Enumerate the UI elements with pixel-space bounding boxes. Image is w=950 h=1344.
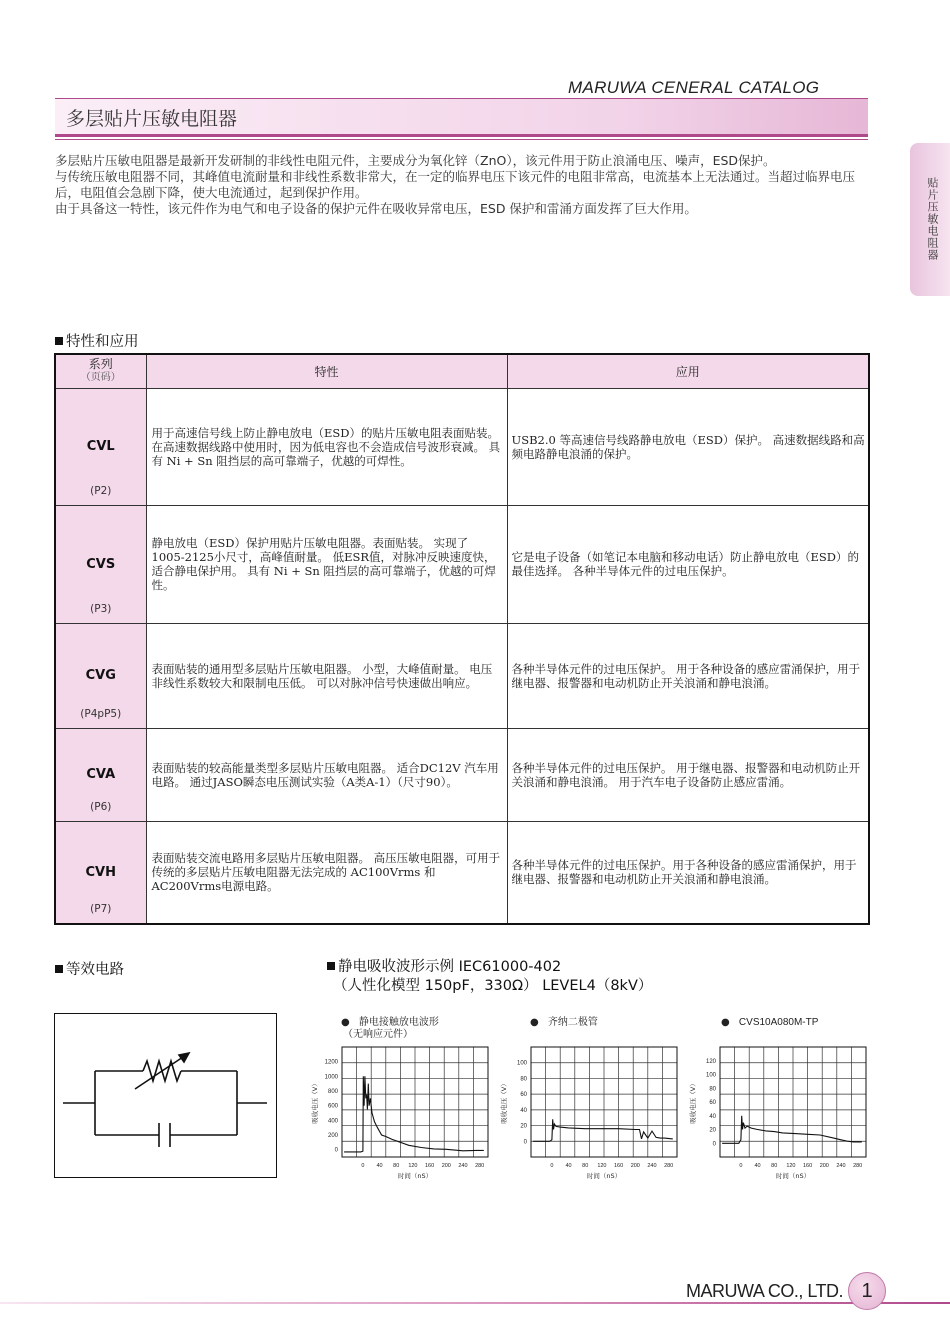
- legend-text: 静电接触放电波形: [358, 1017, 439, 1028]
- application-cell: 各种半导体元件的过电压保护。 用于各种设备的感应雷涌保护，用于继电器、报警器和电动机防止开关浪涌和静电浪涌。: [507, 623, 869, 728]
- x-tick-label: 40: [565, 1163, 572, 1169]
- square-bullet-icon: [55, 965, 63, 973]
- y-tick-label: 400: [327, 1118, 338, 1125]
- legend-note: （无响应元件）: [343, 1029, 413, 1040]
- waveform-section-title: 静电吸收波形示例 IEC61000-402 （人性化模型 150pF，330Ω） LEVEL4（8kV）: [327, 958, 652, 996]
- x-axis-label: 时间（nS）: [397, 1172, 433, 1180]
- x-tick-label: 200: [819, 1163, 829, 1169]
- intro-paragraph: 由于具备这一特性，该元件作为电气和电子设备的保护元件在吸收异常电压，ESD 保护和雷涌方面发挥了巨大作用。: [55, 201, 697, 216]
- y-tick-label: 60: [520, 1092, 527, 1099]
- y-tick-label: 40: [709, 1113, 716, 1120]
- y-tick-label: 0: [523, 1139, 527, 1146]
- x-tick-label: 40: [376, 1163, 383, 1169]
- x-tick-label: 160: [614, 1163, 624, 1169]
- table-row: [55, 728, 869, 821]
- series-cell: [55, 821, 146, 924]
- x-tick-label: 280: [853, 1163, 863, 1169]
- x-tick-label: 240: [647, 1163, 657, 1169]
- application-cell: 各种半导体元件的过电压保护。用于各种设备的感应雷涌保护，用于继电器、报警器和电动机防止开关浪涌和静电浪涌。: [507, 821, 869, 924]
- y-tick-label: 80: [709, 1086, 716, 1093]
- intro-text: [55, 153, 870, 217]
- page-number: 1: [848, 1272, 886, 1310]
- series-cell: [55, 388, 146, 505]
- x-tick-label: 0: [739, 1163, 743, 1169]
- table-header-row: [55, 354, 869, 388]
- feature-cell: 表面贴装的较高能量类型多层贴片压敏电阻器。 适合DC12V 汽车用电路。 通过JASO瞬态电压测试实验（A类A-1）（尺寸90）。: [146, 728, 507, 821]
- series-cell: [55, 505, 146, 623]
- series-page: (P7): [90, 903, 112, 915]
- y-tick-label: 40: [520, 1107, 527, 1114]
- x-tick-label: 160: [803, 1163, 813, 1169]
- x-tick-label: 280: [475, 1163, 485, 1169]
- waveform-line: [722, 1116, 862, 1144]
- side-index-tab[interactable]: [910, 143, 950, 296]
- bullet-icon: ●: [341, 1017, 350, 1028]
- y-tick-label: 80: [520, 1076, 527, 1083]
- legend-text: 齐纳二极管: [547, 1017, 598, 1028]
- series-page: (P2): [90, 484, 112, 497]
- y-tick-label: 120: [705, 1058, 716, 1065]
- intro-paragraph: 与传统压敏电阻器不同，其峰值电流耐量和非线性系数非常大，在一定的临界电压下该元件的电阻非常高，电流基本上无法通过。当超过临界电压后，电阻值会急剧下降，使大电流通过，起到保护作用。: [55, 169, 856, 200]
- header-series: 系列 （页码）: [55, 354, 146, 388]
- y-tick-label: 200: [327, 1133, 338, 1139]
- feature-cell: 用于高速信号线上防止静电放电（ESD）的贴片压敏电阻表面贴装。 在高速数据线路中使用时，因为低电容也不会造成信号波形衰减。 具有 Ni + Sn 阻挡层的高可靠端子，优越的可焊性。: [146, 388, 507, 505]
- footer-divider: [0, 1302, 950, 1304]
- x-axis-label: 时间（nS）: [586, 1172, 622, 1180]
- application-cell: USB2.0 等高速信号线路静电放电（ESD）保护。 高速数据线路和高频电路静电浪涌的保护。: [507, 388, 869, 505]
- plot-area: [310, 1047, 488, 1180]
- title-underline-thin: [55, 139, 868, 140]
- chart-plot: [687, 1017, 879, 1187]
- header-application: 应用: [507, 354, 869, 388]
- x-axis-label: 时间（nS）: [775, 1172, 811, 1180]
- page-title: 多层贴片压敏电阻器: [66, 108, 238, 130]
- waveform-chart-cvs10a080m: [687, 1017, 879, 1187]
- side-tab-label: 贴片压敏电阻器: [926, 177, 939, 261]
- x-tick-label: 0: [550, 1163, 554, 1169]
- title-underline: [55, 134, 868, 137]
- catalog-title: MARUWA CENERAL CATALOG: [568, 78, 820, 97]
- bullet-icon: ●: [530, 1017, 539, 1028]
- x-tick-label: 160: [425, 1163, 435, 1169]
- series-page: (P6): [90, 800, 112, 813]
- series-code: CVH: [85, 864, 116, 880]
- x-tick-label: 200: [630, 1163, 640, 1169]
- waveform-chart-zener-diode: [498, 1017, 690, 1187]
- header-feature: 特性: [146, 354, 507, 388]
- waveform-line: [533, 1119, 673, 1141]
- waveform-line: [344, 1076, 484, 1152]
- y-tick-label: 600: [327, 1103, 338, 1110]
- x-tick-label: 120: [597, 1163, 607, 1169]
- legend-text: CVS10A080M-TP: [738, 1017, 819, 1028]
- features-section-title: 特性和应用: [55, 330, 139, 351]
- bullet-icon: ●: [721, 1017, 730, 1028]
- y-tick-label: 100: [516, 1060, 527, 1067]
- table-row: [55, 821, 869, 924]
- y-tick-label: 0: [334, 1147, 338, 1154]
- feature-cell: 表面贴装的通用型多层贴片压敏电阻器。 小型，大峰值耐量。 电压非线性系数较大和限制电压低。 可以对脉冲信号快速做出响应。: [146, 623, 507, 728]
- varistor-circuit-diagram: [55, 1014, 275, 1176]
- x-tick-label: 40: [754, 1163, 761, 1169]
- plot-area: [688, 1047, 866, 1180]
- x-tick-label: 120: [408, 1163, 418, 1169]
- waveform-section-subtitle: （人性化模型 150pF，330Ω） LEVEL4（8kV）: [333, 978, 653, 994]
- feature-cell: 表面贴装交流电路用多层贴片压敏电阻器。 高压压敏电阻器，可用于传统的多层贴片压敏电阻器无法完成的 AC100Vrms 和 AC200Vrms电源电路。: [146, 821, 507, 924]
- x-tick-label: 240: [836, 1163, 846, 1169]
- y-tick-label: 20: [709, 1127, 716, 1134]
- intro-paragraph: 多层贴片压敏电阻器是最新开发研制的非线性电阻元件，主要成分为氧化锌（ZnO），该元件用于防止浪涌电压、噪声，ESD保护。: [55, 153, 776, 168]
- y-axis-label: 吸收电压（V）: [689, 1080, 697, 1124]
- chart-plot: [498, 1017, 690, 1187]
- table-row: [55, 505, 869, 623]
- x-tick-label: 0: [361, 1163, 365, 1169]
- x-tick-label: 80: [582, 1163, 589, 1169]
- chart-plot: [309, 1017, 501, 1187]
- x-tick-label: 80: [771, 1163, 778, 1169]
- y-axis-label: 吸收电压（V）: [500, 1080, 508, 1124]
- series-code: CVA: [86, 767, 116, 782]
- series-code: CVL: [86, 439, 115, 454]
- y-tick-label: 1000: [324, 1074, 338, 1081]
- x-tick-label: 200: [441, 1163, 451, 1169]
- y-tick-label: 800: [327, 1089, 338, 1095]
- square-bullet-icon: [55, 337, 63, 345]
- features-table: [54, 353, 870, 925]
- plot-area: [499, 1047, 677, 1180]
- y-axis-label: 吸收电压（V）: [311, 1080, 319, 1124]
- x-tick-label: 240: [458, 1163, 468, 1169]
- application-cell: 各种半导体元件的过电压保护。 用于继电器、报警器和电动机防止开关浪涌和静电浪涌。 用于汽车电子设备防止感应雷涌。: [507, 728, 869, 821]
- feature-cell: 静电放电（ESD）保护用贴片压敏电阻器。表面贴装。 实现了 1005-2125小尺寸，高峰值耐量。 低ESR值，对脉冲反映速度快，适合静电保护用。 具有 Ni + Sn 阻挡层的高可靠端子，优越的可焊性。: [146, 505, 507, 623]
- table-row: [55, 388, 869, 505]
- equivalent-circuit-box: [54, 1013, 277, 1178]
- table-row: [55, 623, 869, 728]
- page-title-bar: [55, 98, 868, 134]
- series-cell: [55, 623, 146, 728]
- series-page: (P3): [90, 602, 112, 615]
- square-bullet-icon: [327, 962, 335, 970]
- series-code: CVS: [86, 556, 116, 572]
- x-tick-label: 80: [393, 1163, 400, 1169]
- y-tick-label: 20: [520, 1123, 527, 1130]
- y-tick-label: 60: [709, 1100, 716, 1106]
- series-page: (P4pP5): [80, 707, 122, 720]
- company-name: MARUWA CO., LTD.: [686, 1281, 844, 1301]
- application-cell: 它是电子设备（如笔记本电脑和移动电话）防止静电放电（ESD）的最佳选择。 各种半导体元件的过电压保护。: [507, 505, 869, 623]
- y-tick-label: 1200: [324, 1059, 338, 1066]
- series-cell: [55, 728, 146, 821]
- y-tick-label: 0: [712, 1141, 716, 1148]
- y-tick-label: 100: [705, 1072, 716, 1079]
- x-tick-label: 120: [786, 1163, 796, 1169]
- waveform-chart-contact-discharge: [309, 1017, 501, 1187]
- circuit-section-title: 等效电路: [55, 958, 124, 979]
- x-tick-label: 280: [664, 1163, 674, 1169]
- series-code: CVG: [85, 668, 116, 683]
